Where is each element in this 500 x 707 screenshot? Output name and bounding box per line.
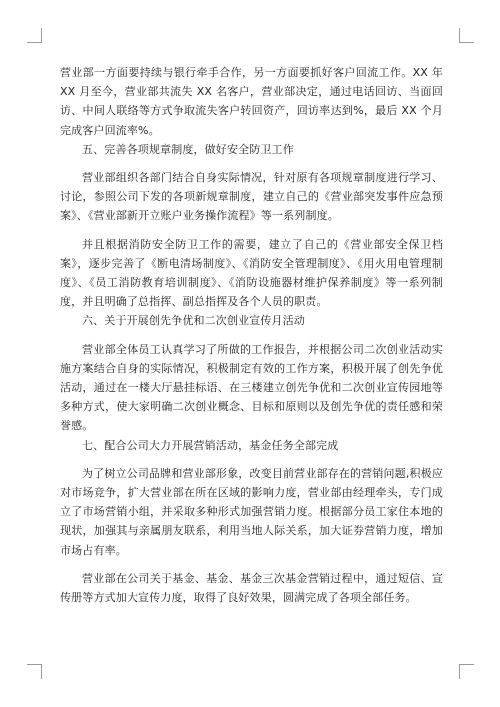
- paragraph-fund-tasks: 营业部在公司关于基金、基金、基金三次基金营销过程中，通过短信、宣传册等方式加大宣传力度，取得了良好效果，圆满完成了各项全部任务。: [60, 571, 443, 605]
- paragraph-campaign-activities: 营业部全体员工认真学习了所做的工作报告，并根据公司二次创业活动实施方案结合自身的实际情况，积极制定有效的工作方案，积极开展了创先争优活动，通过在一楼大厅悬挂标语、在三楼建立创先争优和二次创业宣传园地等多种方式，使大家明确二次创业概念、目标和原则以及创先争优的责任感和荣誉感。: [60, 342, 443, 433]
- paragraph-fire-safety: 并且根据消防安全防卫工作的需要，建立了自己的《营业部安全保卫档案》，逐步完善了《断电清场制度》、《消防安全管理制度》、《用火用电管理制度》、《员工消防教育培训制度》、《消防设施器材维护保养制度》等一系列制度，并且明确了总指挥、副总指挥及各个人员的职责。: [60, 237, 443, 309]
- crop-mark-top-right: [459, 28, 474, 43]
- paragraph-customer-return: 营业部一方面要持续与银行牵手合作，另一方面要抓好客户回流工作。XX 年 XX 月至今，营业部共流失 XX 名客户，营业部决定，通过电话回访、当面回访、中间人联络等方式争取流失客户转回资产，回访率达到%，最后 XX 个月完成客户回流率%。: [60, 66, 443, 137]
- crop-mark-bottom-right: [459, 664, 474, 679]
- heading-section-five: 五、完善各项规章制度，做好安全防卫工作: [82, 142, 294, 156]
- paragraph-rules-study: 营业部组织各部门结合自身实际情况，针对原有各项规章制度进行学习、讨论，参照公司下发的各项新规章制度，建立自己的《营业部突发事件应急预案》、《营业部新开立账户业务操作流程》等一系列制度。: [60, 171, 443, 223]
- document-body: [60, 63, 443, 607]
- crop-mark-bottom-left: [27, 664, 42, 679]
- crop-mark-top-left: [27, 28, 42, 43]
- heading-section-seven: 七、配合公司大力开展营销活动，基金任务全部完成: [82, 438, 339, 452]
- heading-section-six: 六、关于开展创先争优和二次创业宣传月活动: [82, 314, 305, 328]
- paragraph-marketing: 为了树立公司品牌和营业部形象，改变目前营业部存在的营销问题,积极应对市场竞争，扩大营业部在所在区域的影响力度，营业部由经理牵头，专门成立了市场营销小组，并采取多种形式加强营销力度。根据部分员工家住本地的现状，加强其与亲属朋友联系，利用当地人际关系，加大证券营销力度，增加市场占有率。: [60, 466, 443, 557]
